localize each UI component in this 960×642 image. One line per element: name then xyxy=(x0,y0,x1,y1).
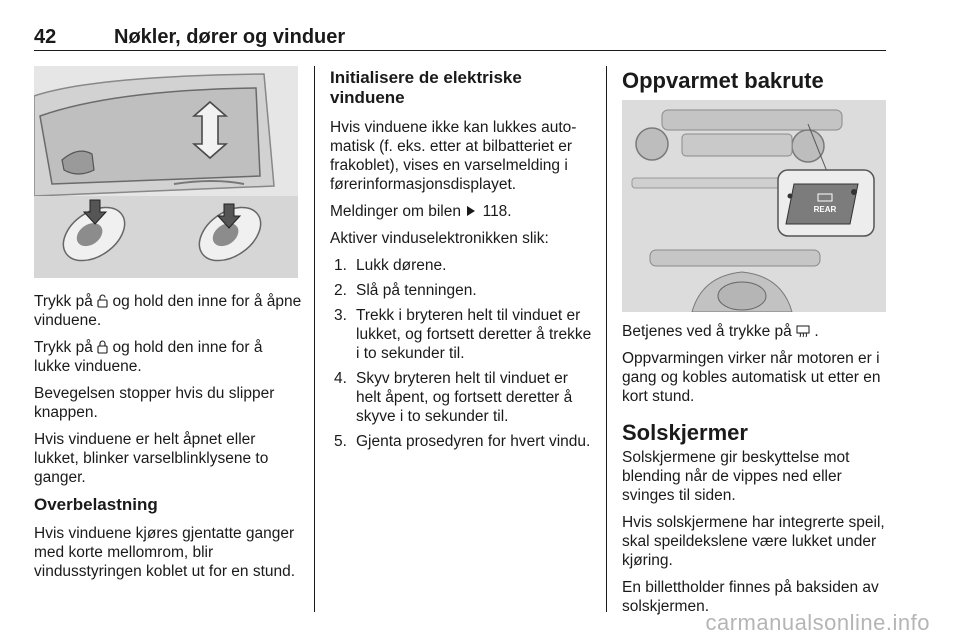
close-instruction-end: og hold den inne for å lukke vinduene. xyxy=(34,339,263,375)
paragraph-operate-button xyxy=(622,322,888,341)
paragraph-vehicle-messages xyxy=(330,202,594,221)
paragraph-ticket-holder: En billettholder finnes på baksiden av solskjermen. xyxy=(622,579,879,615)
heading-overload: Overbelastning xyxy=(34,495,158,514)
paragraph-init-reason: Hvis vinduene ikke kan lukkes auto-matisk (f. eks. etter at bilbatteriet er frakoblet), vises en varselmelding i førerinformasjonsdisplayet. xyxy=(330,119,577,193)
step-number: 3. xyxy=(334,307,347,324)
list-item xyxy=(330,256,594,275)
list-item xyxy=(330,281,594,300)
paragraph-movement-stops: Bevegelsen stopper hvis du slipper knappen. xyxy=(34,385,275,421)
page-number: 42 xyxy=(34,26,57,48)
column-divider-right xyxy=(606,66,607,612)
init-steps-list xyxy=(330,256,594,451)
paragraph-sun-visors-protect: Solskjermene gir beskyttelse mot blending når de vippes ned eller svinges til siden. xyxy=(622,449,850,504)
paragraph-sun-visors-mirrors: Hvis solskjermene har integrerte speil, skal speildekslene være lukket under kjøring. xyxy=(622,514,885,569)
heading-initialise-windows: Initialisere de elektriske vinduene xyxy=(330,68,522,107)
step-text: Slå på tenningen. xyxy=(356,282,477,299)
step-number: 1. xyxy=(334,257,347,274)
page-reference-arrow-icon xyxy=(467,206,475,216)
step-text: Gjenta prosedyren for hvert vindu. xyxy=(356,433,591,450)
list-item xyxy=(330,369,594,426)
list-item xyxy=(330,432,594,451)
column-right xyxy=(622,68,886,94)
paragraph-close-windows xyxy=(34,338,302,376)
operate-text-start: Betjenes ved å trykke på xyxy=(622,323,792,340)
paragraph-heating-info: Oppvarmingen virker når motoren er i gang og kobles automatisk ut etter en kort stund. xyxy=(622,350,881,405)
open-instruction-end: og hold den inne for å åpne vinduene. xyxy=(34,293,302,329)
open-instruction-start: Trykk på xyxy=(34,293,93,310)
column-divider-left xyxy=(314,66,315,612)
operate-text-end: . xyxy=(814,323,819,340)
column-right-text xyxy=(622,322,888,624)
column-left xyxy=(34,292,302,589)
heading-heated-rear-window: Oppvarmet bakrute xyxy=(622,68,824,93)
step-number: 4. xyxy=(334,370,347,387)
step-number: 2. xyxy=(334,282,347,299)
step-text: Trekk i bryteren helt til vinduet er lukket, og fortsett deretter å trekke i to sekunder til. xyxy=(356,307,592,362)
window-keys-illustration xyxy=(34,66,298,278)
close-instruction-start: Trykk på xyxy=(34,339,93,356)
page-header xyxy=(34,22,886,51)
watermark: carmanualsonline.info xyxy=(705,610,930,635)
rear-button-label: REAR xyxy=(813,205,837,214)
paragraph-open-windows xyxy=(34,292,302,330)
vehicle-messages-text: Meldinger om bilen xyxy=(330,203,461,220)
paragraph-hazard-flash: Hvis vinduene er helt åpnet eller lukket, blinker varselblinklysene to ganger. xyxy=(34,431,269,486)
paragraph-overload: Hvis vinduene kjøres gjentatte ganger med korte mellomrom, blir vindusstyringen koblet ut for en stund. xyxy=(34,525,296,580)
vehicle-messages-ref: 118. xyxy=(482,203,512,220)
step-number: 5. xyxy=(334,433,347,450)
column-middle xyxy=(330,68,594,457)
step-text: Lukk dørene. xyxy=(356,257,447,274)
step-text: Skyv bryteren helt til vinduet er helt åpent, og fortsett deretter å skyve i to sekunder til. xyxy=(356,370,573,425)
paragraph-activate: Aktiver vinduselektronikken slik: xyxy=(330,230,549,247)
rear-window-heater-icon xyxy=(796,324,810,338)
unlock-icon xyxy=(97,294,108,308)
lock-icon xyxy=(97,340,108,354)
heading-sun-visors: Solskjermer xyxy=(622,420,748,445)
page-title: Nøkler, dører og vinduer xyxy=(114,26,346,48)
climate-panel-illustration xyxy=(622,100,886,312)
list-item xyxy=(330,306,594,363)
